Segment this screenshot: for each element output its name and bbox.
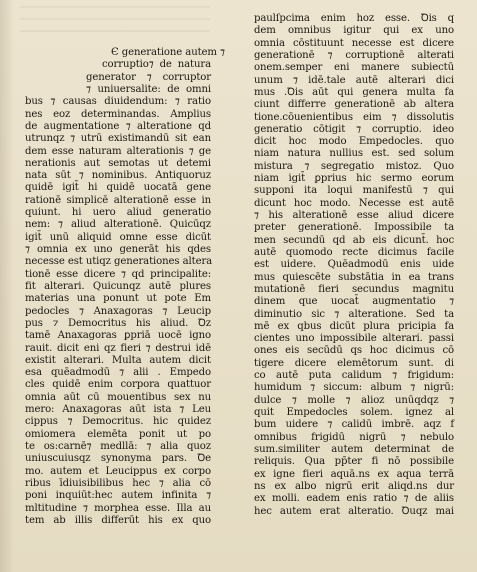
text-line: tigere dicere elemētorum sunt. di [254,357,454,369]
text-line: ⁊ uniuersalite: de omni [86,83,211,95]
text-line: niam natura nullius est. sed solum [254,148,454,160]
text-line: ones eis secūdū qs hoc dicimus cō [254,345,454,357]
text-line: generatio cōtigit ⁊ corruptio. ideo [254,123,454,135]
text-line: uniuscuiusqz synonyma pars. Ꝺe [25,453,211,465]
text-line: dulce ⁊ molle ⁊ alioz unūqdqz ⁊ [254,394,454,406]
text-line: diminutio sic ⁊ alteratione. Sed ta [254,308,454,320]
text-line: ex molli. eadem enis ratio ⁊ de aliis [254,493,454,505]
text-line: mltitudine ⁊ morphea esse. Illa au [25,502,211,514]
text-line: men secundū qd ab eis dicunt̄. hoc [254,234,454,246]
text-line: niam igit̄ ꝑprius hic sermo eorum [254,173,454,185]
text-line: fit alterari. Quicunqz autē plures [25,280,211,292]
text-line: ex igne fieri aquā.ns ex aqua terrā [254,468,454,480]
text-line: unum ⁊ idē.tale autē alterari dici [254,74,454,86]
left-text-column [25,0,225,527]
text-line: nata sūt ⁊ nominibus. Antiquoruz [25,170,211,182]
text-line: preter generationē. Impossibile ta [254,222,454,234]
text-line: quit Empedocles solem. ignez al [254,407,454,418]
text-line: dem esse naturam alterationis ⁊ ge [25,145,211,157]
text-line: tionē esse dicere ⁊ qd principalite: [25,268,211,280]
text-line: tem ab illis differūt his ex quo [25,514,211,526]
text-line: existit alterari. Multa autem dicit [25,354,211,366]
text-line: dem omnibus igitur qui ex uno [254,25,454,37]
text-line: mo. autem et Leucippus ex corpo [25,465,211,477]
text-line: reliquis. Qua pp̄ter fi nō possibile [254,456,454,468]
text-line: cientes uno impossibile alterari. passi [254,333,454,345]
text-line: ribus īdiuisibilibus hec ⁊ alia cō [25,477,211,489]
text-line: mus quiescēte substātia in ea trans [254,271,454,283]
text-line: paulſpcima enim hoz esse. Ꝺis q [254,13,454,24]
text-line: te os:carnē⁊ medllā: ⁊ alia quoz [25,441,211,452]
text-line: pedocles ⁊ Anaxagoras ⁊ Leucip [25,305,211,317]
text-line: dicunt hoc modo. Necesse est autē [254,197,454,209]
text-line: Є generatione autem ⁊ [111,47,225,58]
text-line: humidum ⁊ siccum: album ⁊ nigrū: [254,382,454,394]
text-line: generationē ⁊ corruptionē alterati [254,49,454,61]
text-line: corruptio⁊ de natura [102,59,211,71]
text-line: materias una ponunt ut pote Em [25,293,211,305]
text-line: autē quomodo recte dicimus facile [254,246,454,258]
text-line: de augmentatione ⁊ alteratione qd [25,120,211,132]
text-line: generator ⁊ corruptor [86,71,211,83]
text-line: hec autem erat alteratio. Ꝺuqz mai [254,505,454,517]
text-line: quidē igit̄ hi quidē uocatā gene [25,182,211,194]
text-line: ciunt differre generationē ab altera [254,99,454,111]
text-line: mus .Ꝺis aūt qui genera multa fa [254,86,454,98]
text-line: sum.similiter autem determinat de [254,443,454,455]
text-line: mutationē fieri secundus magnitu [254,283,454,295]
text-line: mē ex qbus dicūt plura pricipia fa [254,320,454,332]
text-line: nes eoz determinandas. Amplius [25,108,211,120]
text-line: nerationis aut semotas ut detemi [25,157,211,169]
page-gutter-shadow [0,0,14,572]
text-line: omnia cōstituunt necesse est dicere [254,37,454,49]
text-line: cles quidē enim corpora quattuor [25,379,211,391]
text-line: tione.cōuenientibus eim ⁊ dissolutis [254,111,454,123]
text-line: nem: ⁊ aliud alterationē. Quicūqz [25,219,211,231]
text-line: omiomera elemēta ponit ut po [25,428,211,440]
text-line: omnia aūt cū mouentibus sex nu [25,391,211,403]
text-line: ns ex albo nigrū erit aliqd.ns dur [254,480,454,492]
text-line: tamē Anaxagoras ꝑpriā uocē igno [25,330,211,342]
text-line: esa quēadmodū ⁊ alii . Empedo [25,367,211,379]
text-line: rauit. dicit eni qz fieri ⁊ destrui idē [25,342,211,354]
text-line: necesse est utiqz generationes altera [25,256,213,268]
text-line: utrunqz ⁊ utrū existimandū sit ean [25,133,211,145]
text-line: dinem que uocat̄ augmentatio ⁊ [254,296,454,308]
right-text-column [254,0,454,518]
text-line: supponi ita loqui manifestū ⁊ qui [254,185,454,197]
text-line: bus ⁊ causas diuidendum: ⁊ ratio [25,96,211,108]
text-line: ⁊ his alterationē esse aliud dicere [254,210,454,221]
text-line: co autē puta calidum ⁊ frigidum: [254,370,454,382]
text-line: mero: Anaxagoras aūt ista ⁊ Leu [25,404,211,416]
text-line: ⁊ omnia ex uno generāt his qdes [25,244,211,255]
text-line: onem.semper eni manere subiectū [254,62,454,74]
text-line: poni inquiūt:hec autem infinita ⁊ [25,490,211,502]
text-line: igit̄ unū aliquid omne esse dicūt [25,231,211,243]
text-line: omnibus frigidū nigrū ⁊ nebulo [254,431,454,443]
text-line: pus ⁊ Democritus his aliud. Ꝺz [25,317,211,329]
text-line: cippus ⁊ Democritus. hic quidez [25,416,211,428]
text-line: quiunt. hi uero aliud generatio [25,207,211,219]
text-line: mistura ⁊ segregatio mistoz. Quo [254,160,454,172]
text-line: dicit hoc modo Empedocles. quo [254,136,454,148]
text-line: rationē simplicē alterationē esse in [25,194,211,206]
text-line: bum uidere ⁊ calidū imbrē. aqz f [254,419,454,431]
text-line: est uidere. Quēadmodū enis uide [254,259,454,271]
